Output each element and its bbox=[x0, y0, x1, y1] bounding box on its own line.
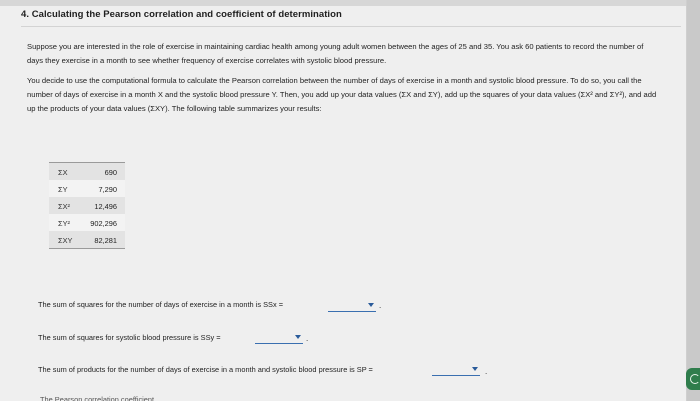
stat-label: ΣY bbox=[58, 185, 68, 194]
cut-off-text: The Pearson correlation coefficient bbox=[40, 395, 155, 401]
dropdown-arrow-icon[interactable] bbox=[472, 367, 478, 371]
stat-value: 82,281 bbox=[94, 236, 117, 245]
stat-value: 902,296 bbox=[90, 219, 117, 228]
dropdown-arrow-icon[interactable] bbox=[295, 335, 301, 339]
stat-label: ΣY² bbox=[58, 219, 70, 228]
table-row bbox=[49, 163, 125, 180]
table-row bbox=[49, 214, 125, 231]
sentence-period: . bbox=[306, 334, 309, 343]
ssx-answer-dropdown[interactable] bbox=[328, 301, 376, 312]
side-refresh-icon[interactable] bbox=[686, 368, 700, 390]
table-row bbox=[49, 231, 125, 248]
stat-value: 690 bbox=[104, 168, 117, 177]
title-divider bbox=[21, 26, 681, 27]
question-title: 4. Calculating the Pearson correlation and coefficient of determination bbox=[21, 9, 342, 20]
stat-value: 7,290 bbox=[98, 185, 117, 194]
table-row bbox=[49, 197, 125, 214]
stat-value: 12,496 bbox=[94, 202, 117, 211]
top-bar bbox=[0, 0, 686, 6]
question-ssx: The sum of squares for the number of days of exercise in a month is SSx = bbox=[38, 300, 284, 309]
sp-answer-dropdown[interactable] bbox=[432, 365, 480, 376]
intro-paragraph-1: Suppose you are interested in the role of exercise in maintaining cardiac health among young adult women between the ages of 25 and 35. You ask 60 patients to record the number of days they exercise in a month to see whether frequency of exercise correlates with systolic blood pressure. bbox=[27, 42, 644, 65]
summary-table bbox=[49, 162, 125, 249]
ssy-answer-dropdown[interactable] bbox=[255, 333, 303, 344]
dropdown-arrow-icon[interactable] bbox=[368, 303, 374, 307]
table-row bbox=[49, 180, 125, 197]
question-ssy: The sum of squares for systolic blood pressure is SSy = bbox=[38, 333, 221, 342]
question-sp: The sum of products for the number of days of exercise in a month and systolic blood pressure is SP = bbox=[38, 365, 373, 374]
stat-label: ΣXY bbox=[58, 236, 73, 245]
sentence-period: . bbox=[379, 301, 382, 310]
sentence-period: . bbox=[485, 367, 488, 376]
intro-paragraph-2: You decide to use the computational formula to calculate the Pearson correlation between the number of days of exercise in a month and systolic blood pressure. To do so, you call the number of days of exercise in a month X and the systolic blood pressure Y. Then, you add up your data values (ΣX and ΣY), add up the squares of your data values (ΣX² and ΣY²), and add up the products of your data values (ΣXY). The following table summarizes your results: bbox=[27, 76, 657, 113]
stat-label: ΣX bbox=[58, 168, 68, 177]
stat-label: ΣX² bbox=[58, 202, 70, 211]
